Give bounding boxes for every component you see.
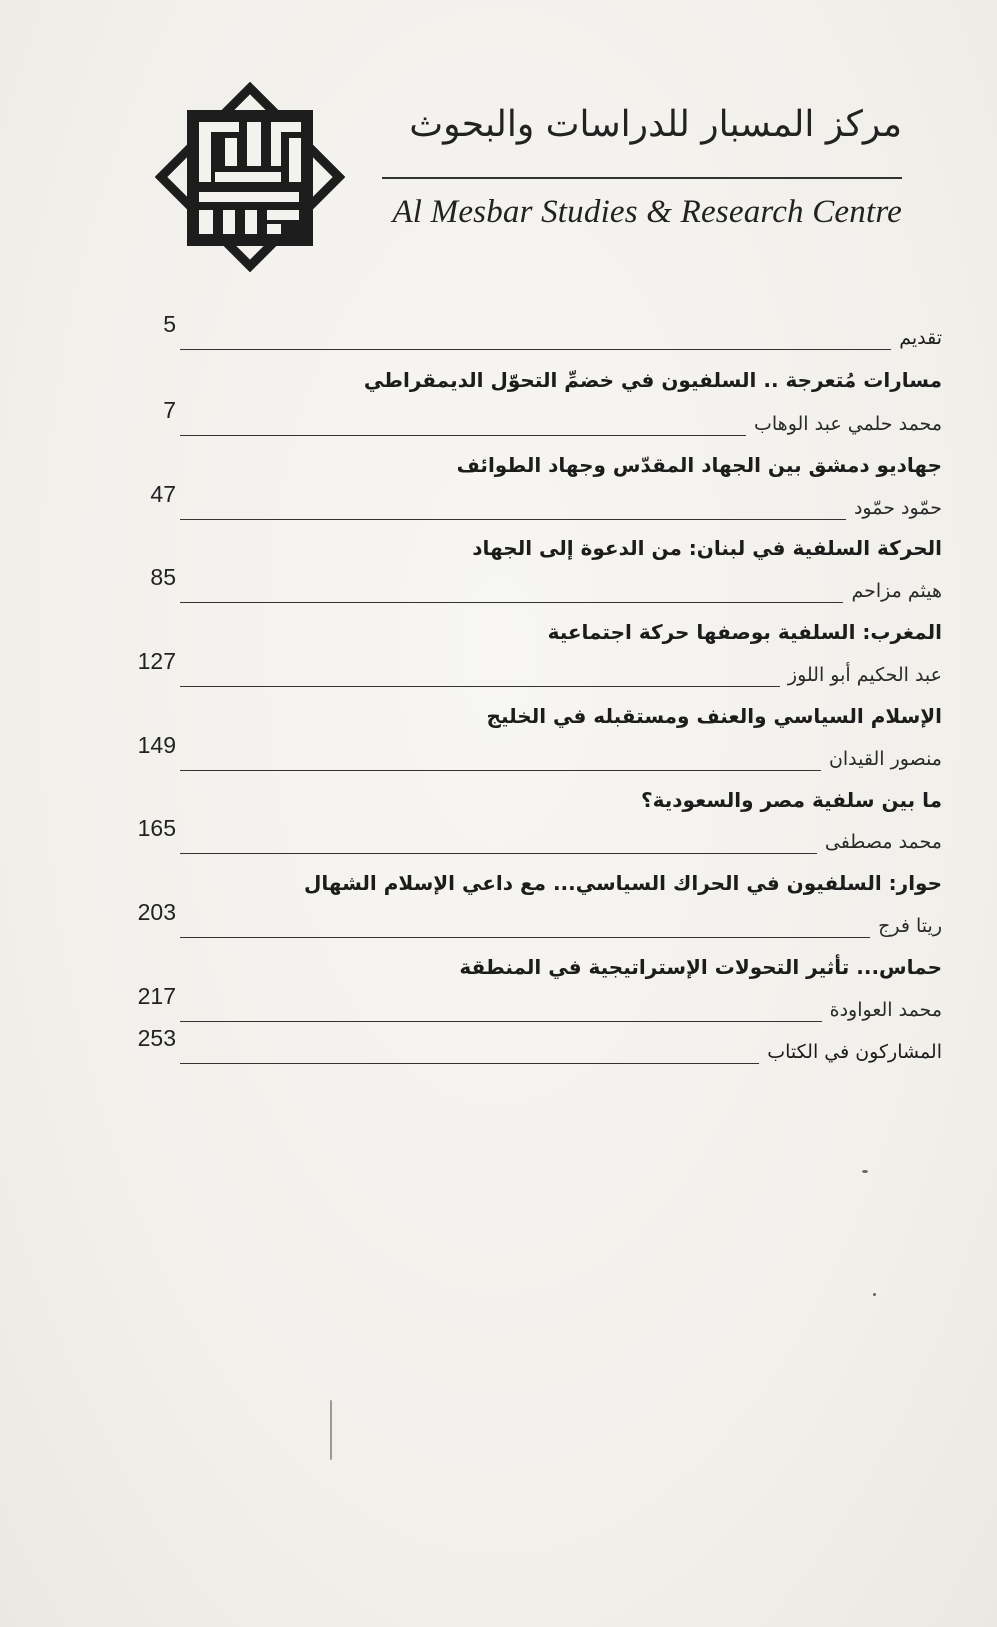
toc-entry-title: حوار: السلفيون في الحراك السياسي... مع داعي الإسلام الشهال: [304, 871, 942, 895]
paper-speck: [330, 1400, 332, 1460]
dotted-leader: [180, 435, 746, 436]
toc-page-number: 149: [137, 732, 176, 758]
toc-entry-title: الإسلام السياسي والعنف ومستقبله في الخليج: [486, 704, 942, 728]
toc-author-name: ريتا فرج: [878, 915, 942, 937]
toc-entry-title: المغرب: السلفية بوصفها حركة اجتماعية: [547, 620, 942, 644]
toc-author-row[interactable]: [120, 648, 942, 695]
toc-article-title[interactable]: [120, 445, 942, 485]
toc-entry[interactable]: [120, 311, 942, 358]
toc-article-title[interactable]: [120, 360, 942, 400]
toc-page-number: 127: [137, 648, 176, 674]
dotted-leader: [180, 519, 846, 520]
toc-author-name: هيثم مزاحم: [851, 580, 942, 602]
toc-article-title[interactable]: [120, 696, 942, 736]
toc-author-name: عبد الحكيم أبو اللوز: [787, 664, 942, 686]
toc-entry[interactable]: [120, 1025, 942, 1072]
toc-author-name: محمد العواودة: [829, 999, 942, 1021]
toc-entry-title: تقديم: [899, 327, 942, 349]
toc-article-title[interactable]: [120, 528, 942, 568]
toc-page-number: 165: [137, 815, 176, 841]
toc-author-name: حمّود حمّود: [853, 497, 942, 519]
toc-article-title[interactable]: [120, 780, 942, 820]
toc-author-name: محمد حلمي عبد الوهاب: [754, 413, 942, 435]
toc-author-name: محمد مصطفى: [824, 831, 942, 853]
dotted-leader: [180, 937, 870, 938]
toc-entry-title: ما بين سلفية مصر والسعودية؟: [641, 788, 942, 812]
toc-author-row[interactable]: [120, 899, 942, 946]
toc-article-title[interactable]: [120, 947, 942, 987]
dotted-leader: [180, 602, 843, 603]
toc-page-number: 253: [137, 1025, 176, 1051]
toc-entry-title: حماس... تأثير التحولات الإستراتيجية في المنطقة: [459, 955, 942, 979]
toc-author-row[interactable]: [120, 397, 942, 444]
toc-page-number: 5: [163, 311, 176, 337]
toc-author-row[interactable]: [120, 732, 942, 779]
dotted-leader: [180, 770, 821, 771]
toc-author-name: منصور القيدان: [828, 748, 942, 770]
toc-entry-title: جهاديو دمشق بين الجهاد المقدّس وجهاد الطوائف: [456, 453, 942, 477]
dotted-leader: [180, 1021, 822, 1022]
toc-author-row[interactable]: [120, 481, 942, 528]
toc-page-number: 203: [137, 899, 176, 925]
toc-article-title[interactable]: [120, 612, 942, 652]
toc-entry-title: المشاركون في الكتاب: [767, 1041, 942, 1063]
toc-entry-title: مسارات مُتعرجة .. السلفيون في خضمِّ التحوّل الديمقراطي: [363, 368, 942, 392]
dotted-leader: [180, 349, 891, 350]
toc-page-number: 7: [163, 397, 176, 423]
toc-author-row[interactable]: [120, 983, 942, 1030]
brand-english-name: Al Mesbar Studies & Research Centre: [392, 194, 902, 230]
dotted-leader: [180, 853, 817, 854]
paper-speck: [862, 1170, 868, 1173]
paper-speck: [873, 1293, 876, 1296]
toc-page-number: 47: [150, 481, 176, 507]
toc-author-row[interactable]: [120, 815, 942, 862]
toc-entry-title: الحركة السلفية في لبنان: من الدعوة إلى الجهاد: [472, 536, 942, 560]
dotted-leader: [180, 1063, 759, 1064]
dotted-leader: [180, 686, 780, 687]
toc-author-row[interactable]: [120, 564, 942, 611]
brand-arabic-name: مركز المسبار للدراسات والبحوث: [409, 104, 902, 145]
toc-article-title[interactable]: [120, 863, 942, 903]
toc-page-number: 85: [150, 564, 176, 590]
toc-page-number: 217: [137, 983, 176, 1009]
